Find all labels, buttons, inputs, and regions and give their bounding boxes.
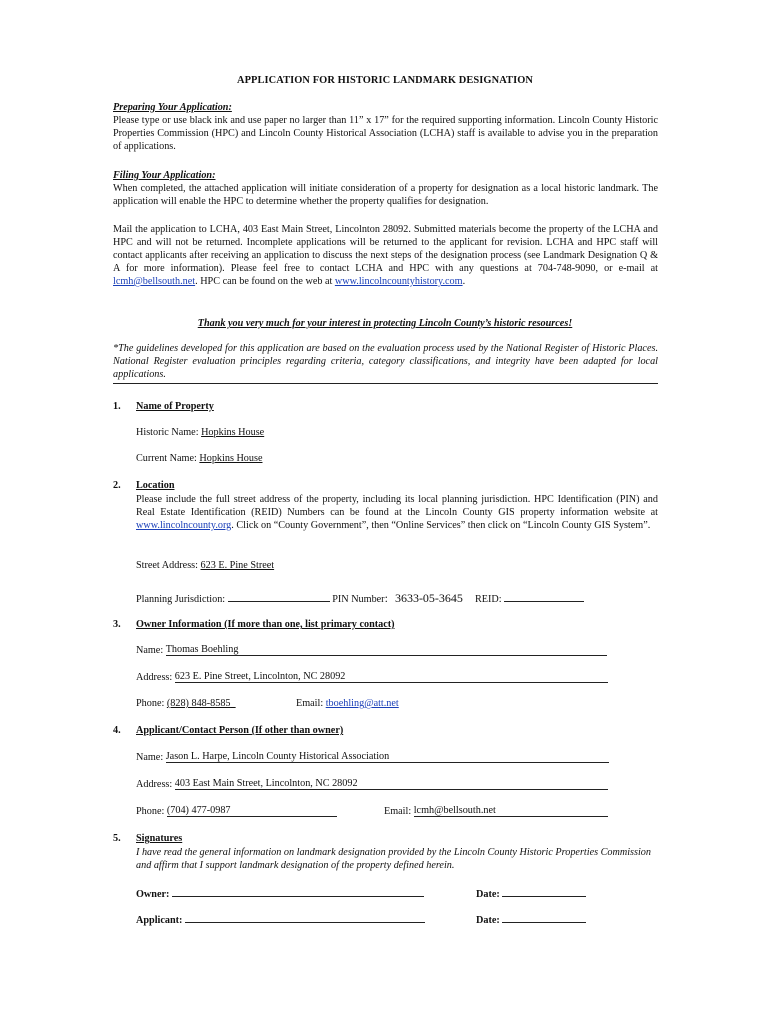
historic-name-value: Hopkins House <box>201 427 265 438</box>
location-desc-text-2: . Click on “County Government”, then “Online Services” then click on “Lincoln County GIS System”. <box>231 520 651 531</box>
section-2-title: Location <box>136 480 175 491</box>
filing-text: When completed, the attached application will initiate consideration of a property for designation as a local historic landmark. The application will enable the HPC to determine whether the property qualifies for designation. <box>113 183 658 207</box>
current-name-value: Hopkins House <box>199 453 263 464</box>
applicant-email-label: Email: <box>384 806 414 817</box>
section-3-number: 3. <box>113 619 121 630</box>
applicant-date-label: Date: <box>476 915 503 926</box>
applicant-email-field[interactable] <box>384 806 608 817</box>
applicant-signature-field[interactable] <box>136 912 425 926</box>
guidelines-note: *The guidelines developed for this application are based on the evaluation process used by the National Register of Historic Places. National Register evaluation principles regarding criteria, category classifications, and integrity have been adapted for local applications. <box>113 343 658 380</box>
reid-label: REID: <box>474 594 505 605</box>
lincoln-county-link[interactable]: www.lincolncounty.org <box>136 520 232 531</box>
planning-pin-reid-row <box>136 591 584 606</box>
current-name-label: Current Name: <box>136 453 200 464</box>
lcha-email-link[interactable]: lcmh@bellsouth.net <box>113 276 196 287</box>
lcha-website-link[interactable]: www.lincolncountyhistory.com <box>334 276 463 287</box>
applicant-name-value: Jason L. Harpe, Lincoln County Historical Association <box>165 751 390 762</box>
mail-text: Mail the application to LCHA, 403 East Main Street, Lincolnton 28092. Submitted materials become the property of the LCHA and HPC and will not be returned. Incomplete applications will be returned to the applicant for revision. LCHA and HPC staff will contact applicants after receiving an application to discuss the next steps of the designation process (see Landmark Designation Q & A for more information). Please feel free to contact LCHA and HPC with any questions at 704-748-9090, or e-mail at <box>113 224 658 274</box>
location-desc-text: Please include the full street address of the property, including its local planning jurisdiction. HPC Identification (PIN) and Real Estate Identification (REID) Numbers can be found at the Lincoln County GIS property information website at <box>136 494 658 518</box>
street-address-field[interactable] <box>136 560 274 571</box>
applicant-address-value: 403 East Main Street, Lincolnton, NC 28092 <box>174 778 358 789</box>
filing-section <box>113 169 658 208</box>
pin-label: PIN Number <box>329 594 385 605</box>
preparing-section <box>113 101 658 153</box>
pin-value[interactable]: 3633-05-3645 <box>394 591 463 605</box>
owner-signature-label: Owner: <box>136 889 172 900</box>
owner-signature-field[interactable] <box>136 886 424 900</box>
filing-heading: Filing Your Application: <box>113 170 216 181</box>
section-4-number: 4. <box>113 725 121 736</box>
section-4-title: Applicant/Contact Person (If other than owner) <box>136 725 344 736</box>
owner-address-value: 623 E. Pine Street, Lincolnton, NC 28092 <box>174 671 346 682</box>
applicant-phone-label: Phone: <box>136 806 167 817</box>
page-title: APPLICATION FOR HISTORIC LANDMARK DESIGNATION <box>236 75 534 86</box>
reid-blank[interactable] <box>504 591 584 602</box>
location-description <box>136 493 658 532</box>
owner-phone-value: (828) 848-8585 <box>166 698 231 709</box>
section-2-number: 2. <box>113 480 121 491</box>
owner-address-label: Address: <box>136 672 175 683</box>
pin-colon: : <box>384 591 388 605</box>
owner-name-label: Name: <box>136 645 166 656</box>
mail-text-end: . <box>462 276 466 287</box>
owner-name-value: Thomas Boehling <box>165 644 239 655</box>
planning-jurisdiction-blank[interactable] <box>228 591 330 602</box>
owner-phone-field[interactable] <box>136 698 236 709</box>
applicant-phone-field[interactable] <box>136 806 337 817</box>
planning-jurisdiction-label: Planning Jurisdiction: <box>136 594 228 605</box>
owner-date-line[interactable] <box>502 886 586 897</box>
section-5-number: 5. <box>113 833 121 844</box>
street-address-value: 623 E. Pine Street <box>200 560 275 571</box>
preparing-heading: Preparing Your Application: <box>113 102 232 113</box>
mail-instructions <box>113 223 658 288</box>
applicant-address-label: Address: <box>136 779 175 790</box>
applicant-name-field[interactable] <box>136 752 609 763</box>
section-3-title: Owner Information (If more than one, list primary contact) <box>136 619 395 630</box>
owner-email-value[interactable]: tboehling@att.net <box>325 698 399 709</box>
section-1-number: 1. <box>113 401 121 412</box>
divider <box>113 383 658 384</box>
preparing-text: Please type or use black ink and use paper no larger than 11” x 17” for the required supporting information. Lincoln County Historic Properties Commission (HPC) and Lincoln County Historical Association (LCHA) staff is available to advise you in the preparation of applications. <box>113 115 658 152</box>
applicant-date-line[interactable] <box>502 912 586 923</box>
owner-date-label: Date: <box>476 889 503 900</box>
applicant-signature-line[interactable] <box>185 912 425 923</box>
signature-statement: I have read the general information on landmark designation provided by the Lincoln County Historic Properties Commission and affirm that I support landmark designation of the property defined herein. <box>136 847 651 871</box>
thanks-message: Thank you very much for your interest in protecting Lincoln County’s historic resources! <box>197 318 573 329</box>
applicant-date-field[interactable] <box>476 912 586 926</box>
owner-date-field[interactable] <box>476 886 586 900</box>
applicant-name-label: Name: <box>136 752 166 763</box>
owner-address-field[interactable] <box>136 672 608 683</box>
mail-text-2: . HPC can be found on the web at <box>195 276 335 287</box>
applicant-signature-label: Applicant: <box>136 915 185 926</box>
current-name-field[interactable] <box>136 453 262 464</box>
section-1-title: Name of Property <box>136 401 214 412</box>
owner-signature-line[interactable] <box>172 886 424 897</box>
section-5-title: Signatures <box>136 833 183 844</box>
applicant-phone-value: (704) 477-0987 <box>166 805 231 816</box>
historic-name-label: Historic Name: <box>136 427 202 438</box>
applicant-email-value: lcmh@bellsouth.net <box>413 805 496 816</box>
owner-email-field[interactable] <box>296 698 399 709</box>
owner-email-label: Email: <box>296 698 326 709</box>
historic-name-field[interactable] <box>136 427 264 438</box>
applicant-address-field[interactable] <box>136 779 608 790</box>
street-address-label: Street Address: <box>136 560 201 571</box>
owner-name-field[interactable] <box>136 645 607 656</box>
owner-phone-label: Phone: <box>136 698 167 709</box>
